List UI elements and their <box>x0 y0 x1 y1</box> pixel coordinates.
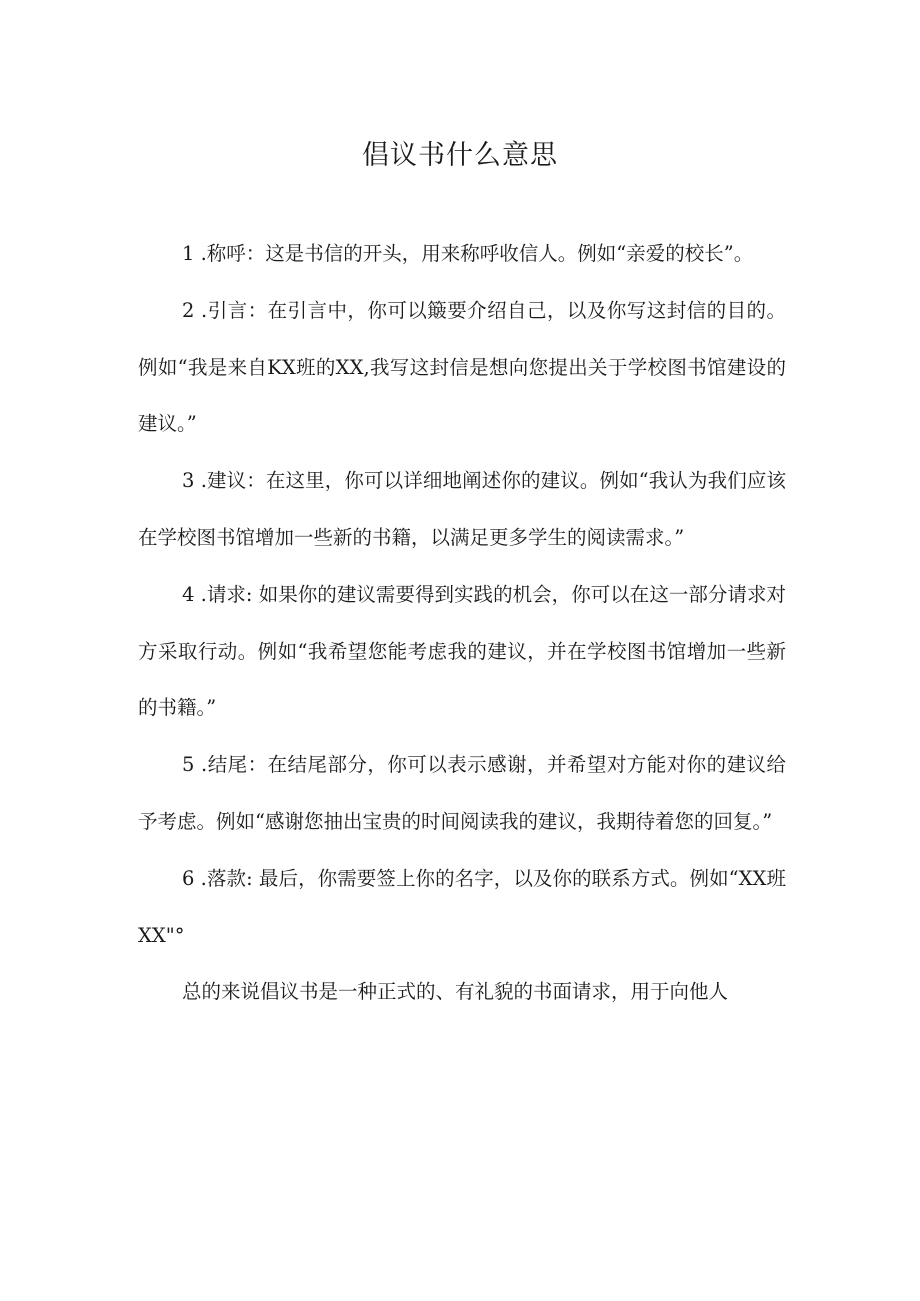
paragraph-summary: 总的来说倡议书是一种正式的、有礼貌的书面请求，用于向他人 <box>182 980 729 1004</box>
paragraph-suggestion: 3 .建议：在这里，你可以详细地阐述你的建议。例如“我认为我们应该在学校图书馆增加一些新的书籍，以满足更多学生的阅读需求。” <box>138 469 786 549</box>
paragraph-request: 4 .请求: 如果你的建议需要得到实践的机会，你可以在这一部分请求对方采取行动。例如“我希望您能考虑我的建议，并在学校图书馆增加一些新的书籍。” <box>138 582 786 720</box>
paragraph-signature: 6 .落款: 最后，你需要签上你的名字，以及你的联系方式。例如“XX班XX"° <box>138 866 786 947</box>
paragraph-salutation: 1 .称呼：这是书信的开头，用来称呼收信人。例如“亲爱的校长”。 <box>182 242 754 265</box>
page-title: 倡议书什么意思 <box>362 140 558 171</box>
document-body <box>138 226 786 1021</box>
paragraph-closing: 5 .结尾：在结尾部分，你可以表示感谢，并希望对方能对你的建议给予考虑。例如“感谢您抽出宝贵的时间阅读我的建议，我期待着您的回复。” <box>138 753 786 833</box>
paragraph-introduction: 2 .引言：在引言中，你可以簸要介绍自己，以及你写这封信的目的。例如“我是来自KX班的XX,我写这封信是想向您提出关于学校图书馆建设的建议。” <box>138 298 786 436</box>
